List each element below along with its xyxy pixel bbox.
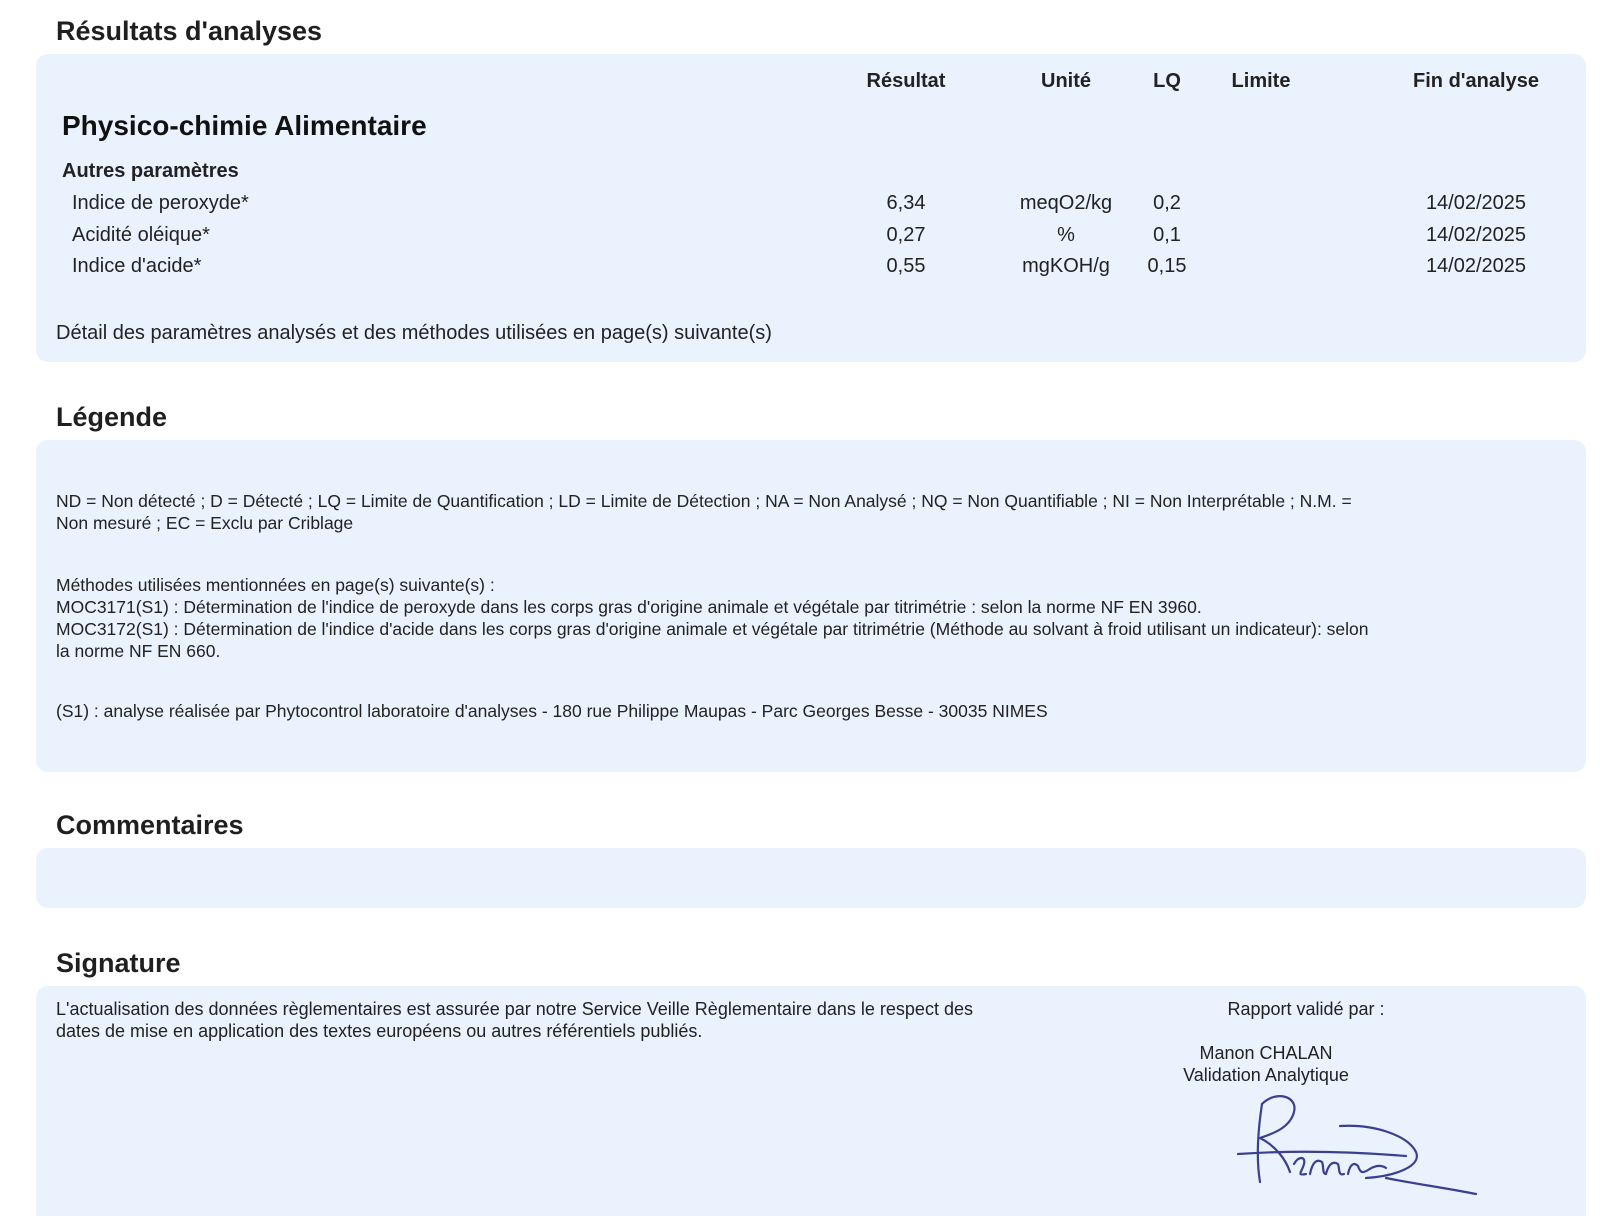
signature-disclaimer [56,998,1156,1042]
table-row [36,192,1586,222]
param-lq: 0,15 [1147,255,1187,277]
param-name: Acidité oléique* [72,224,210,246]
param-name: Indice d'acide* [72,255,202,277]
param-end-date: 14/02/2025 [1425,224,1527,246]
param-end-date: 14/02/2025 [1425,255,1527,277]
method-item: la norme NF EN 660. [56,641,221,661]
signature-section-title: Signature [56,948,181,978]
methods-intro: Méthodes utilisées mentionnées en page(s) suivante(s) : [56,575,495,595]
signatory-name: Manon CHALAN [1199,1043,1333,1063]
param-end-date: 14/02/2025 [1425,192,1527,214]
results-section-title: Résultats d'analyses [56,16,323,46]
param-unit: mgKOH/g [1022,255,1110,277]
column-header-limit: Limite [1231,70,1291,92]
column-header-result: Résultat [866,70,946,92]
category-title: Physico-chimie Alimentaire [62,110,427,141]
column-header-end-date: Fin d'analyse [1413,70,1539,92]
param-result: 0,27 [886,224,926,246]
lab-note [56,700,1556,722]
param-name: Indice de peroxyde* [72,192,249,214]
param-lq: 0,1 [1153,224,1181,246]
validated-by-label: Rapport validé par : [1227,999,1385,1019]
results-panel [36,54,1586,362]
column-header-unit: Unité [1041,70,1091,92]
legend-panel [36,440,1586,772]
method-item: MOC3171(S1) : Détermination de l'indice de peroxyde dans les corps gras d'origine animale et végétale par titrimétrie : selon la norme NF EN 3960. [56,597,1202,617]
abbreviations-text [56,490,1556,534]
table-row [36,224,1586,254]
param-unit: % [1057,224,1075,246]
results-footnote: Détail des paramètres analysés et des méthodes utilisées en page(s) suivante(s) [56,322,772,344]
handwritten-signature [1236,1090,1496,1200]
comments-panel [36,848,1586,908]
param-unit: meqO2/kg [1019,192,1113,214]
param-result: 0,55 [886,255,926,277]
column-header-lq: LQ [1153,70,1181,92]
abbreviations-line: Non mesuré ; EC = Exclu par Criblage [56,513,354,533]
param-lq: 0,2 [1153,192,1181,214]
signature-panel [36,986,1586,1216]
signatory-role: Validation Analytique [1183,1065,1349,1085]
abbreviations-line: ND = Non détecté ; D = Détecté ; LQ = Limite de Quantification ; LD = Limite de Détection ; NA = Non Analysé ; NQ = Non Quantifiable ; NI = Non Interprétable ; N.M. = [56,491,1352,511]
signature-disclaimer-line: dates de mise en application des textes européens ou autres référentiels publiés. [56,1021,703,1041]
lab-note-text: (S1) : analyse réalisée par Phytocontrol laboratoire d'analyses - 180 rue Philippe Maupas - Parc Georges Besse - 30035 NIMES [56,701,1048,721]
comments-section-title: Commentaires [56,810,244,840]
table-row [36,255,1586,285]
param-result: 6,34 [886,192,926,214]
signature-disclaimer-line: L'actualisation des données règlementaires est assurée par notre Service Veille Règlementaire dans le respect des [56,999,973,1019]
legend-section-title: Légende [56,402,168,432]
subcategory-title: Autres paramètres [62,160,239,182]
methods-text [56,574,1556,662]
method-item: MOC3172(S1) : Détermination de l'indice d'acide dans les corps gras d'origine animale et végétale par titrimétrie (Méthode au solvant à froid utilisant un indicateur): selon [56,619,1369,639]
